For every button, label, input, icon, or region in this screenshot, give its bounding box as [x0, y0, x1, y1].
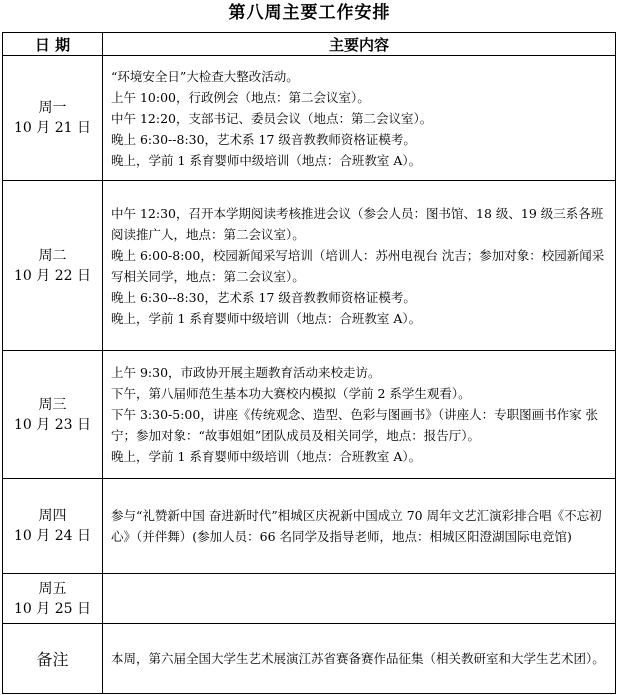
content-cell	[103, 181, 616, 351]
schedule-table	[2, 32, 616, 694]
weekday-label: 周四	[38, 508, 67, 524]
header-content: 主要内容	[103, 33, 616, 56]
content-line: 晚上 6:30--8:30，艺术系 17 级音教教师资格证模考。	[111, 131, 416, 147]
table-row-tuesday	[3, 181, 616, 351]
date-cell	[3, 351, 103, 479]
content-line: 晚上，学前 1 系育婴师中级培训（地点：合班教室 A）。	[111, 152, 422, 168]
date-label: 10 月 23 日	[14, 416, 91, 433]
weekday-label: 周一	[38, 100, 67, 116]
content-line: 晚上，学前 1 系育婴师中级培训（地点：合班教室 A）。	[111, 310, 422, 326]
content-line: 上午 9:30，市政协开展主题教育活动来校走访。	[111, 365, 381, 380]
note-content	[103, 624, 616, 694]
content-cell	[103, 479, 616, 574]
content-line: 参与“礼赞新中国 奋进新时代”相城区庆祝新中国成立 70 周年文艺汇演彩排合唱《不忘初心》（并伴舞）(参加人员：66 名同学及指导老师，地点：相城区阳澄湖国际电竞馆)	[111, 508, 602, 544]
content-line: “环境安全日”大检查大整改活动。	[111, 68, 299, 84]
date-cell	[3, 181, 103, 351]
table-header-row	[3, 33, 616, 56]
content-line: 下午，第八届师范生基本功大赛校内模拟（学前 2 系学生观看）。	[111, 386, 471, 401]
content-cell	[103, 56, 616, 181]
date-cell	[3, 56, 103, 181]
date-cell	[3, 479, 103, 574]
content-line: 晚上 6:00-8:00，校园新闻采写培训（培训人：苏州电视台 沈吉；参加对象：校园新闻采写相关同学，地点：第二会议室）。	[111, 247, 605, 284]
weekday-label: 周二	[38, 247, 67, 264]
header-date: 日 期	[3, 33, 103, 56]
table-row-monday	[3, 56, 616, 181]
page-title: 第八周主要工作安排	[228, 3, 391, 23]
date-label: 10 月 22 日	[14, 267, 91, 284]
table-row-wednesday	[3, 351, 616, 479]
content-line: 中午 12:20，支部书记、委员会议（地点：第二会议室）。	[111, 110, 433, 126]
note-label: 备注	[3, 624, 103, 694]
weekday-label: 周五	[38, 580, 67, 597]
content-line: 上午 10:00，行政例会（地点：第二会议室）。	[111, 89, 370, 105]
date-label: 10 月 25 日	[14, 600, 91, 617]
content-line: 晚上，学前 1 系育婴师中级培训（地点：合班教室 A）。	[111, 449, 422, 464]
content-line: 晚上 6:30--8:30，艺术系 17 级音教教师资格证模考。	[111, 289, 416, 305]
table-row-note	[3, 624, 616, 694]
content-cell	[103, 351, 616, 479]
content-cell-empty	[103, 574, 616, 624]
content-line: 下午 3:30-5:00，讲座《传统观念、造型、色彩与图画书》（讲座人：专职图画书作家 张宁；参加对象：“故事姐姐”团队成员及相关同学，地点：报告厅）。	[111, 407, 599, 443]
date-label: 10 月 24 日	[14, 528, 91, 544]
date-cell	[3, 574, 103, 624]
weekday-label: 周三	[38, 396, 67, 413]
table-row-friday	[3, 574, 616, 624]
note-text: 本周，第六届全国大学生艺术展演江苏省赛备赛作品征集（相关教研室和大学生艺术团）。	[111, 651, 605, 666]
table-row-thursday	[3, 479, 616, 574]
content-line: 中午 12:30，召开本学期阅读考核推进会议（参会人员：图书馆、18 级、19 级三系各班阅读推广人，地点：第二会议室）。	[111, 205, 604, 242]
date-label: 10 月 21 日	[14, 120, 91, 136]
